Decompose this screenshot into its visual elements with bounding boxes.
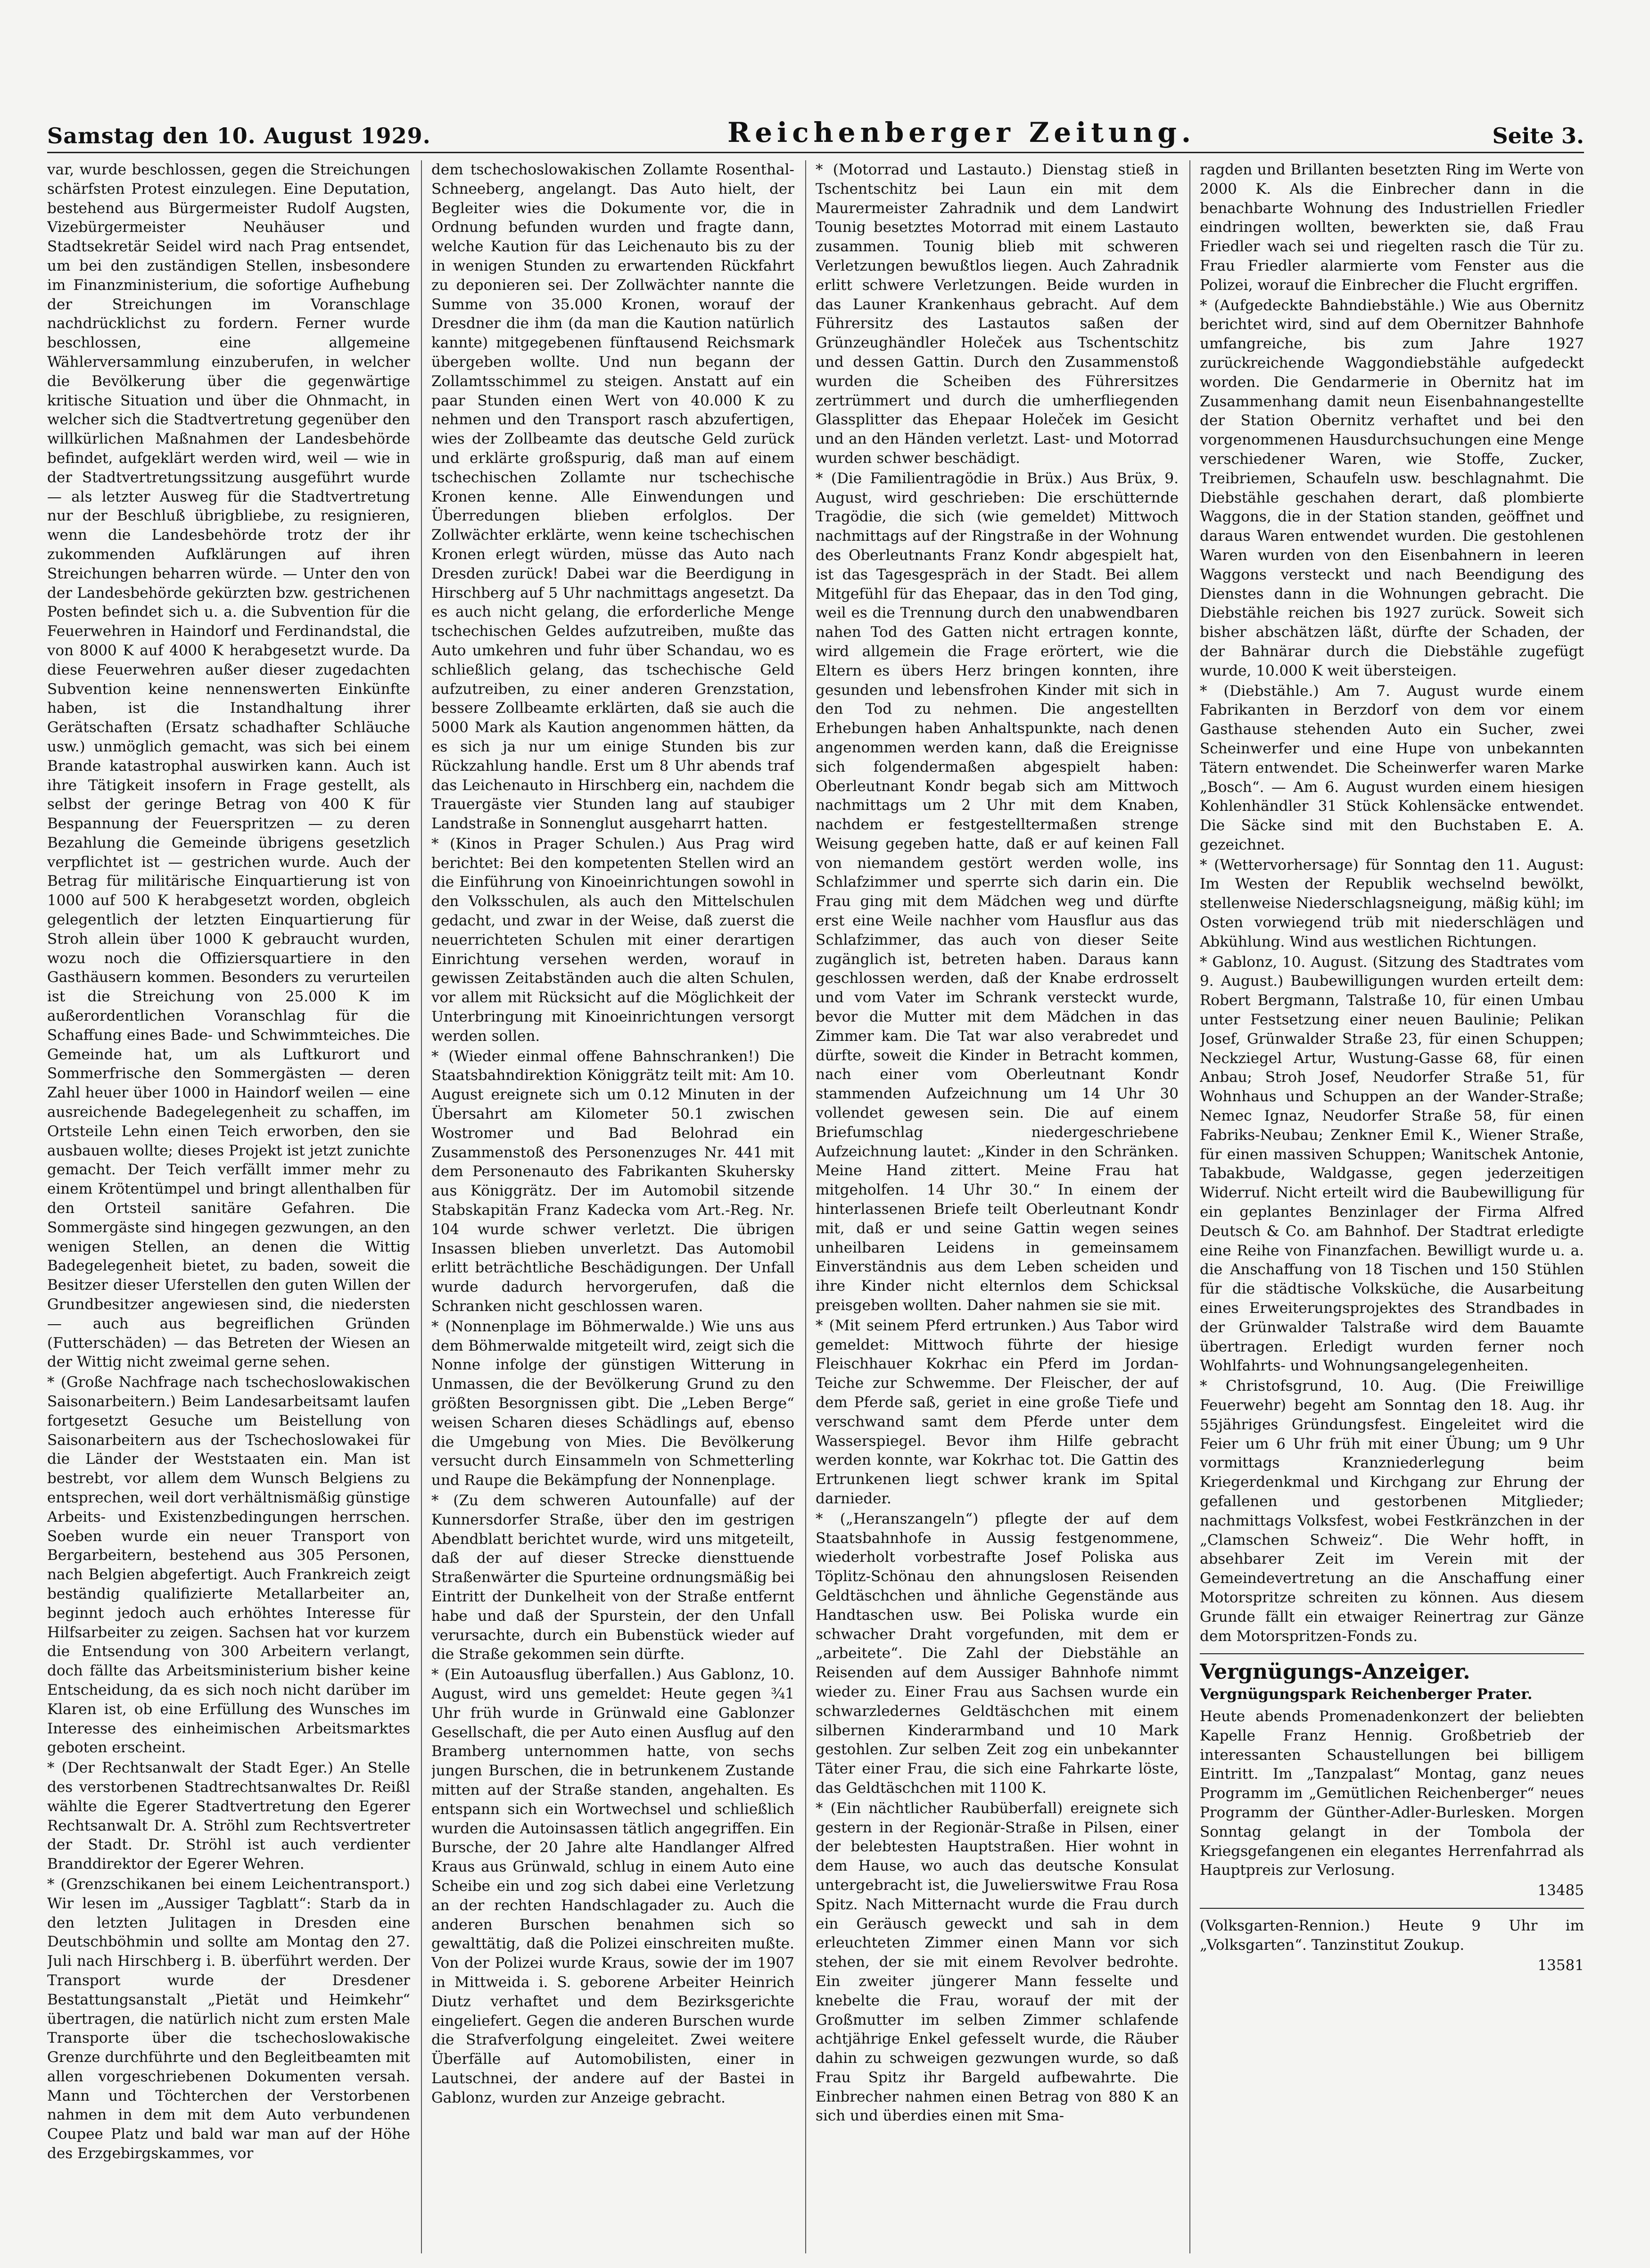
section-rule [1200, 1908, 1584, 1909]
article-paragraph: dem tschechoslowakischen Zollamte Rosenthal-Schneeberg, angelangt. Das Auto hielt, der Begleiter wies die Dokumente vor, die in Ordnung befunden wurden und fragte dann, welche Kaution für das Leichenauto bis zu der in wenigen Stunden zu erwartenden Rückfahrt zu deponieren sei. Der Zollwächter nannte die Summe von 35.000 Kronen, worauf der Dresdner die ihm (da man die Kaution natürlich kannte) mitgegebenen fünftausend Reichsmark übergeben wollte. Und nun begann der Zollamtsschimmel zu steigen. Anstatt auf ein paar Stunden einen Wert von 40.000 K zu nehmen und den Transport rasch abzufertigen, wies der Zollbeamte das deutsche Geld zurück und erklärte großspurig, daß man auf einem tschechischen Zollamte nur tschechische Kronen kenne. Alle Einwendungen und Überredungen blieben erfolglos. Der Zollwächter erklärte, wenn keine tschechischen Kronen erlegt würden, müsse das Auto nach Dresden zurück! Dabei war die Beerdigung in Hirschberg auf 5 Uhr nachmittags angesetzt. Da es auch nicht gelang, die erforderliche Menge tschechischen Geldes aufzutreiben, mußte das Auto umkehren und fuhr über Schandau, wo es schließlich gelang, das tschechische Geld aufzutreiben, zu einer anderen Grenzstation, bessere Zollbeamte erklärten, daß sie auch die 5000 Mark als Kaution angenommen hätten, da es sich ja nur um einige Stunden bis zur Rückzahlung handle. Erst um 8 Uhr abends traf das Leichenauto in Hirschberg ein, nachdem die Trauergäste vier Stunden lang auf staubiger Landstraße in Sonnenglut ausgeharrt hatten. [431, 161, 794, 833]
ad-number: 13581 [1537, 1956, 1584, 1974]
article-paragraph: ragden und Brillanten besetzten Ring im Werte von 2000 K. Als die Einbrecher dann in die benachbarte Wohnung des Industriellen Friedler eindringen wollten, bewerkten sie, daß Frau Friedler wach sei und riegelten rasch die Tür zu. Frau Friedler alarmierte vom Fenster aus die Polizei, worauf die Einbrecher die Flucht ergriffen. [1200, 161, 1584, 294]
masthead [47, 106, 1584, 148]
column-divider [805, 160, 806, 2253]
page-number: Seite 3. [1492, 123, 1584, 148]
column-4 [1200, 160, 1584, 2253]
article-paragraph: * (Nonnenplage im Böhmerwalde.) Wie uns aus dem Böhmerwalde mitgeteilt wird, zeigt sich die Nonne infolge der günstigen Witterung in Unmassen, die der Bevölkerung Grund zu den größten Besorgnissen gibt. Die „Leben Berge“ weisen Scharen dieses Schädlings auf, ebenso die Umgebung von Mies. Die Bevölkerung versucht durch Einsammeln von Schmetterling und Raupe die Bekämpfung der Nonnenplage. [431, 1318, 794, 1489]
prater-ad-text: Heute abends Promenadenkonzert der beliebten Kapelle Franz Hennig. Großbetrieb der interessanten Schaustellungen bei billigem Eintritt. Im „Tanzpalast“ Montag, ganz neues Programm im „Gemütlichen Reichenberger“ neues Programm der Günther-Adler-Burlesken. Morgen Sonntag gelangt in der Tombola der Kriegsgefangenen ein elegantes Herrenfahrrad als Hauptpreis zur Verlosung. [1200, 1707, 1584, 1879]
column-3 [816, 160, 1179, 2253]
article-paragraph: * (Ein nächtlicher Raubüberfall) ereignete sich gestern in der Regionär-Straße in Pilsen, einer der belebtesten Hauptstraßen. Hier wohnt in dem Hause, wo auch das deutsche Konsulat untergebracht ist, die Juwelierswitwe Frau Rosa Spitz. Nach Mitternacht wurde die Frau durch ein Geräusch geweckt und sah in dem erleuchteten Zimmer einen Mann vor sich stehen, der sie mit einem Revolver bedrohte. Ein zweiter jüngerer Mann fesselte und knebelte die Frau, worauf der mit der Großmutter im selben Zimmer schlafende achtjährige Enkel gefesselt wurde, die Räuber dahin zu schweigen gezwungen wurde, so daß Frau Spitz ihr Bargeld aufbewahrte. Die Einbrecher nahmen einen Betrag von 880 K an sich und überdies einen mit Sma- [816, 1799, 1179, 2125]
article-paragraph: * (Wettervorhersage) für Sonntag den 11. August: Im Westen der Republik wechselnd bewölkt, stellenweise Niederschlagsneigung, mäßig kühl; im Osten vorwiegend trüb mit niederschlägen und Abkühlung. Wind aus westlichen Richtungen. [1200, 856, 1584, 950]
volksgarten-ad-text: (Volksgarten-Rennion.) Heute 9 Uhr im „Volksgarten“. Tanzinstitut Zoukup. [1200, 1917, 1584, 1954]
column-2 [431, 160, 794, 2253]
article-paragraph: * Christofsgrund, 10. Aug. (Die Freiwillige Feuerwehr) begeht am Sonntag den 18. Aug. ihr 55jähriges Gründungsfest. Eingeleitet wird die Feier um 6 Uhr früh mit einer Übung; um 9 Uhr vormittags Kranzniederlegung beim Kriegerdenkmal und Kirchgang zur Ehrung der gefallenen und gestorbenen Mitglieder; nachmittags Volksfest, wobei Festkränzchen in der „Clamschen Schweiz“. Die Wehr hofft, in absehbarer Zeit im Verein mit der Gemeindevertretung an die Anschaffung einer Motorspritze schreiten zu können. Aus diesem Grunde fällt ein etwaiger Reinertrag zur Gänze dem Motorspritzen-Fonds zu. [1200, 1377, 1584, 1645]
article-paragraph: * (Aufgedeckte Bahndiebstähle.) Wie aus Obernitz berichtet wird, sind auf dem Obernitzer Bahnhofe umfangreiche, bis zum Jahre 1927 zurückreichende Waggondiebstähle aufgedeckt worden. Die Gendarmerie in Obernitz hat im Zusammenhang damit neun Eisenbahnangestellte der Station Obernitz verhaftet und bei den vorgenommenen Hausdurchsuchungen eine Menge verschiedener Waren, wie Stoffe, Zucker, Treibriemen, Schaufeln usw. beschlagnahmt. Die Diebstähle geschahen derart, daß plombierte Waggons, die in der Station standen, geöffnet und daraus Waren entwendet wurden. Die gestohlenen Waren wurden von den Eisenbahnern in leeren Waggons versteckt und nach Beendigung des Dienstes dann in die Wohnungen gebracht. Die Diebstähle reichen bis 1927 zurück. Soweit sich bisher abschätzen läßt, dürfte der Schaden, der der Bahnärar durch die Diebstähle zugefügt wurde, 10.000 K weit übersteigen. [1200, 297, 1584, 679]
column-divider [421, 160, 422, 2253]
column-divider [1189, 160, 1190, 2253]
article-paragraph: * (Große Nachfrage nach tschechoslowakischen Saisonarbeitern.) Beim Landesarbeitsamt laufen fortgesetzt Gesuche um Beistellung von Saisonarbeitern aus der Tschechoslowakei für die Länder der Weststaaten ein. Man ist bestrebt, vor allem dem Wunsch Belgiens zu entsprechen, weil dort verhältnismäßig günstige Arbeits- und Existenzbedingungen herrschen. Soeben wurde ein neuer Transport von Bergarbeitern, bestehend aus 305 Personen, nach Belgien abgefertigt. Auch Frankreich zeigt beständig qualifizierte Metallarbeiter an, beginnt jedoch auch erhöhtes Interesse für Hilfsarbeiter zu zeigen. Sachsen hat vor kurzem die Entsendung von 300 Arbeitern verlangt, doch fällte das Arbeitsministerium bisher keine Entscheidung, da es sich noch nicht darüber im Klaren ist, ob eine Erfüllung des Wunsches im Interesse des einheimischen Arbeitsmarktes geboten erscheint. [47, 1374, 410, 1757]
newspaper-title: Reichenberger Zeitung. [727, 116, 1196, 148]
article-paragraph: * (Die Familientragödie in Brüx.) Aus Brüx, 9. August, wird geschrieben: Die erschütternde Tragödie, die sich (wie gemeldet) Mittwoch nachmittags auf der Ringstraße in der Wohnung des Oberleutnants Franz Kondr abgespielt hat, ist das Tagesgespräch in der Stadt. Bei allem Mitgefühl für das Ehepaar, das in den Tod ging, weil es die Trennung durch den unabwendbaren nahen Tod des Gatten nicht ertragen konnte, wird allgemein die Frage erörtert, wie die Eltern es übers Herz bringen konnten, ihre gesunden und lebensfrohen Kinder mit sich in den Tod zu nehmen. Die angestellten Erhebungen haben Anhaltspunkte, nach denen angenommen werden kann, daß die Ereignisse sich folgendermaßen abgespielt haben: Oberleutnant Kondr begab sich am Mittwoch nachmittags um 2 Uhr mit dem Knaben, nachdem er festgestelltermaßen strenge Weisung gegeben hatte, daß er auf keinen Fall von niemandem gestört werden wolle, ins Schlafzimmer und sperrte sich darin ein. Die Frau ging mit dem Mädchen weg und dürfte erst eine Weile nachher vom Hausflur aus das Schlafzimmer, das auch von dieser Seite zugänglich ist, betreten haben. Daraus kann geschlossen werden, daß der Knabe erdrosselt und vom Vater im Schrank versteckt wurde, bevor die Mutter mit dem Mädchen in das Zimmer kam. Die Tat war also verabredet und dürfte, soweit die Kinder in Betracht kommen, nach einer vom Oberleutnant Kondr stammenden Aufzeichnung um 14 Uhr 30 vollendet gewesen sein. Die auf einem Briefumschlag niedergeschriebene Aufzeichnung lautet: „Kinder in den Schränken. Meine Hand zittert. Meine Frau hat mitgeholfen. 14 Uhr 30.“ In einem der hinterlassenen Briefe teilt Oberleutnant Kondr mit, daß er und seine Gattin wegen seines unheilbaren Leidens in gemeinsamem Einverständnis aus dem Leben scheiden und ihre Kinder nicht elternlos dem Schicksal preisgeben wollten. Daher nahmen sie sie mit. [816, 470, 1179, 1314]
article-paragraph: * („Heranszangeln“) pflegte der auf dem Staatsbahnhofe in Aussig festgenommene, wiederholt vorbestrafte Josef Poliska aus Töplitz-Schönau den ahnungslosen Reisenden Geldtäschchen und ähnliche Gegenstände aus Handtaschen usw. Bei Poliska wurde ein schwacher Draht vorgefunden, mit dem er „arbeitete“. Die Zahl der Diebstähle an Reisenden auf dem Aussiger Bahnhofe nimmt wieder zu. Einer Frau aus Sachsen wurde ein schwarzledernes Geldtäschchen mit einem silbernen Kinderarmband und 10 Mark gestohlen. Zur selben Zeit zog ein unbekannter Täter einer Frau, die sich eine Fahrkarte löste, das Geldtäschchen mit 1100 K. [816, 1510, 1179, 1797]
article-paragraph: var, wurde beschlossen, gegen die Streichungen schärfsten Protest einzulegen. Eine Deputation, bestehend aus Bürgermeister Rudolf Augsten, Vizebürgermeister Neuhäuser und Stadtsekretär Seidel wird nach Prag entsendet, um bei den zuständigen Stellen, insbesondere im Finanzministerium, die sofortige Aufhebung der Streichungen im Voranschlage nachdrücklichst zu fordern. Ferner wurde beschlossen, eine allgemeine Wählerversammlung einzuberufen, in welcher die Bevölkerung über die gegenwärtige kritische Situation und über die Ohnmacht, in welcher sich die Stadtvertretung gegenüber den willkürlichen Maßnahmen der Landesbehörde befindet, aufgeklärt werden wird, weil — wie in der Stadtvertretungssitzung ausgeführt wurde — als letzter Ausweg für die Stadtvertretung nur der Beschluß übrigbliebe, zu resignieren, wenn die Landesbehörde trotz der ihr zukommenden Aufklärungen auf ihren Streichungen beharren würde. — Unter den von der Landesbehörde gekürzten bzw. gestrichenen Posten befindet sich u. a. die Subvention für die Feuerwehren in Haindorf und Ferdinandstal, die von 8000 K auf 4000 K herabgesetzt wurde. Da diese Feuerwehren außer dieser zugedachten Subvention keine nennenswerten Einkünfte haben, ist die Instandhaltung ihrer Gerätschaften (Ersatz schadhafter Schläuche usw.) unmöglich gemacht, was sich bei einem Brande katastrophal auswirken kann. Auch ist ihre Tätigkeit insofern in Frage gestellt, als selbst der geringe Betrag von 400 K für Bespannung der Feuerspritzen — zu deren Bezahlung die Gemeinde übrigens gesetzlich verpflichtet ist — gestrichen wurde. Auch der Betrag für militärische Einquartierung ist von 1000 auf 500 K herabgesetzt worden, obgleich gelegentlich der letzten Einquartierung für Stroh allein über 1000 K gebraucht wurden, wozu noch die Offiziersquartiere in den Gasthäusern kommen. Besonders zu verurteilen ist die Streichung von 25.000 K im außerordentlichen Voranschlag für die Schaffung eines Bade- und Schwimmteiches. Die Gemeinde hat, um als Luftkurort und Sommerfrische den Sommergästen — deren Zahl heuer über 1000 in Haindorf weilen — eine ausreichende Badegelegenheit zu schaffen, im Ortsteile Lehn einen Teich erworben, den sie ausbauen wollte; dieses Projekt ist jetzt zunichte gemacht. Der Teich verfällt immer mehr zu einem Krötentümpel und bringt allenthalben für den Ortsteil sanitäre Gefahren. Die Sommergäste sind hingegen gezwungen, an den wenigen Stellen, an denen die Wittig Badegelegenheit bietet, zu baden, soweit die Besitzer dieser Uferstellen den guten Willen der Grundbesitzer angewiesen sind, die niedersten — auch aus begreiflichen Gründen (Futterschäden) — das Betreten der Wiesen an der Wittig nicht zweimal gerne sehen. [47, 161, 410, 1371]
prater-ad-title: Vergnügungspark Reichenberger Prater. [1200, 1686, 1533, 1703]
article-paragraph: * (Wieder einmal offene Bahnschranken!) Die Staatsbahndirektion Königgrätz teilt mit: Am 10. August ereignete sich um 0.12 Minuten in der Übersahrt am Kilometer 50.1 zwischen Wostromer und Bad Belohrad ein Zusammenstoß des Personenzuges Nr. 441 mit dem Personenauto des Fabrikanten Skuhersky aus Königgrätz. Der im Automobil sitzende Stabskapitän Franz Kadecka vom Art.-Reg. Nr. 104 wurde schwer verletzt. Die übrigen Insassen blieben unverletzt. Das Automobil erlitt beträchtliche Beschädigungen. Der Unfall wurde dadurch hervorgerufen, daß die Schranken nicht geschlossen waren. [431, 1047, 794, 1315]
article-paragraph: * (Der Rechtsanwalt der Stadt Eger.) An Stelle des verstorbenen Stadtrechtsanwaltes Dr. Reißl wählte die Egerer Stadtvertretung den Egerer Rechtsanwalt Dr. A. Ströhl zum Rechtsvertreter der Stadt. Dr. Ströhl ist auch verdienter Branddirektor der Egerer Wehren. [47, 1759, 410, 1873]
article-paragraph: * (Diebstähle.) Am 7. August wurde einem Fabrikanten in Berzdorf von dem vor einem Gasthause stehenden Auto ein Sucher, zwei Scheinwerfer und eine Hupe von unbekannten Tätern entwendet. Die Scheinwerfer waren Marke „Bosch“. — Am 6. August wurden einem hiesigen Kohlenhändler 31 Stück Kohlensäcke entwendet. Die Säcke sind mit den Buchstaben E. A. gezeichnet. [1200, 682, 1584, 853]
article-paragraph: * (Mit seinem Pferd ertrunken.) Aus Tabor wird gemeldet: Mittwoch führte der hiesige Fleischhauer Kokrhac ein Pferd im Jordan-Teiche zur Schwemme. Der Fleischer, der auf dem Pferde saß, geriet in eine große Tiefe und verschwand samt dem Pferde unter dem Wasserspiegel. Bevor ihm Hilfe gebracht werden konnte, war Kokrhac tot. Die Gattin des Ertrunkenen liegt schwer krank im Spital darnieder. [816, 1317, 1179, 1507]
issue-date: Samstag den 10. August 1929. [47, 123, 431, 148]
article-paragraph: * Gablonz, 10. August. (Sitzung des Stadtrates vom 9. August.) Baubewilligungen wurden erteilt dem: Robert Bergmann, Talstraße 10, für einen Umbau unter Festsetzung einer neuen Baulinie; Pelikan Josef, Grünwalder Straße 23, für einen Schuppen; Neckziegel Artur, Wustung-Gasse 68, für einen Anbau; Stroh Josef, Neudorfer Straße 51, für Wohnhaus und Schuppen an der Wander-Straße; Nemec Ignaz, Neudorfer Straße 58, für einen Fabriks-Neubau; Zenkner Emil K., Wiener Straße, für einen massiven Schuppen; Wanitschek Antonie, Tabakbude, Waldgasse, gegen jederzeitigen Widerruf. Nicht erteilt wird die Baubewilligung für ein geplantes Benzinlager der Firma Alfred Deutsch & Co. am Bahnhof. Der Stadtrat erledigte eine Reihe von Finanzfachen. Bewilligt wurde u. a. die Anschaffung von 18 Tischen und 150 Stühlen für die städtische Volksküche, die Ausarbeitung eines Erweiterungsprojektes des Strandbades in der Grünwalder Talstraße wird dem Bauamte übertragen. Erledigt wurden ferner noch Wohlfahrts- und Wohnungsangelegenheiten. [1200, 953, 1584, 1375]
article-paragraph: * (Kinos in Prager Schulen.) Aus Prag wird berichtet: Bei den kompetenten Stellen wird an die Einführung von Kinoeinrichtungen sowohl in den Volksschulen, als auch den Mittelschulen gedacht, und zwar in der Weise, daß zuerst die neuerrichteten Schulen mit einer derartigen Einrichtung versehen werden, worauf in gewissen Zeitabständen auch die alten Schulen, vor allem mit Rücksicht auf die Möglichkeit der Unterbringung mit Kinoeinrichtungen versorgt werden sollen. [431, 835, 794, 1045]
ad-number: 13485 [1537, 1882, 1584, 1899]
article-paragraph: * (Zu dem schweren Autounfalle) auf der Kunnersdorfer Straße, über den im gestrigen Abendblatt berichtet wurde, wird uns mitgeteilt, daß der auf dieser Strecke diensttuende Straßenwärter die Spurteine ordnungsmäßig bei Eintritt der Dunkelheit von der Straße entfernt habe und daß der Spurstein, der den Unfall verursachte, durch ein Bubenstück wieder auf die Straße gekommen sein dürfte. [431, 1492, 794, 1663]
article-paragraph: * (Motorrad und Lastauto.) Dienstag stieß in Tschentschitz bei Laun ein mit dem Maurermeister Zahradnik und dem Landwirt Tounig besetztes Motorrad mit einem Lastauto zusammen. Tounig blieb mit schweren Verletzungen bewußtlos liegen. Auch Zahradnik erlitt schwere Verletzungen. Beide wurden in das Launer Krankenhaus gebracht. Auf dem Führersitz des Lastautos saßen der Grünzeughändler Holeček aus Tschentschitz und dessen Gattin. Durch den Zusammenstoß wurden die Scheiben des Führersitzes zertrümmert und durch die umherfliegenden Glassplitter das Ehepaar Holeček im Gesicht und an den Händen verletzt. Last- und Motorrad wurden schwer beschädigt. [816, 161, 1179, 467]
article-paragraph: * (Ein Autoausflug überfallen.) Aus Gablonz, 10. August, wird uns gemeldet: Heute gegen ¾1 Uhr früh wurde in Grünwald eine Gablonzer Gesellschaft, die per Auto einen Ausflug auf den Bramberg unternommen hatte, von sechs jungen Burschen, die in betrunkenem Zustande mitten auf der Straße standen, angehalten. Es entspann sich ein Wortwechsel und schließlich wurden die Autoinsassen tätlich angegriffen. Ein Bursche, der 20 Jahre alte Handlanger Alfred Kraus aus Grünwald, schlug in einem Auto eine Scheibe ein und zog sich dabei eine Verletzung an der rechten Handschlagader zu. Auch die anderen Burschen benahmen sich so gewalttätig, daß die Polizei einschreiten mußte. Von der Polizei wurde Kraus, sowie der im 1907 in Mittweida i. S. geborene Arbeiter Heinrich Diutz verhaftet und dem Bezirksgerichte eingeliefert. Gegen die anderen Burschen wurde die Strafverfolgung eingeleitet. Zwei weitere Überfälle auf Automobilisten, einer in Lautschnei, der andere auf der Bastei in Gablonz, wurden zur Anzeige gebracht. [431, 1666, 794, 2106]
article-paragraph: * (Grenzschikanen bei einem Leichentransport.) Wir lesen im „Aussiger Tagblatt“: Starb da in den letzten Julitagen in Dresden eine Deutschböhmin und sollte am Montag den 27. Juli nach Hirschberg i. B. überführt werden. Der Transport wurde der Dresdener Bestattungsanstalt „Pietät und Heimkehr“ übertragen, die natürlich nicht zum ersten Male Transporte über die tschechoslowakische Grenze durchführte und den Begleitbeamten mit allen vorgeschriebenen Dokumenten versah. Mann und Töchterchen der Verstorbenen nahmen in dem mit dem Auto verbundenen Coupee Platz und bald war man auf der Höhe des Erzgebirgskammes, vor [47, 1875, 410, 2162]
section-rule [1200, 1653, 1584, 1654]
masthead-rule [47, 152, 1584, 153]
column-1 [47, 160, 410, 2253]
ads-heading: Vergnügungs-Anzeiger. [1200, 1660, 1470, 1684]
